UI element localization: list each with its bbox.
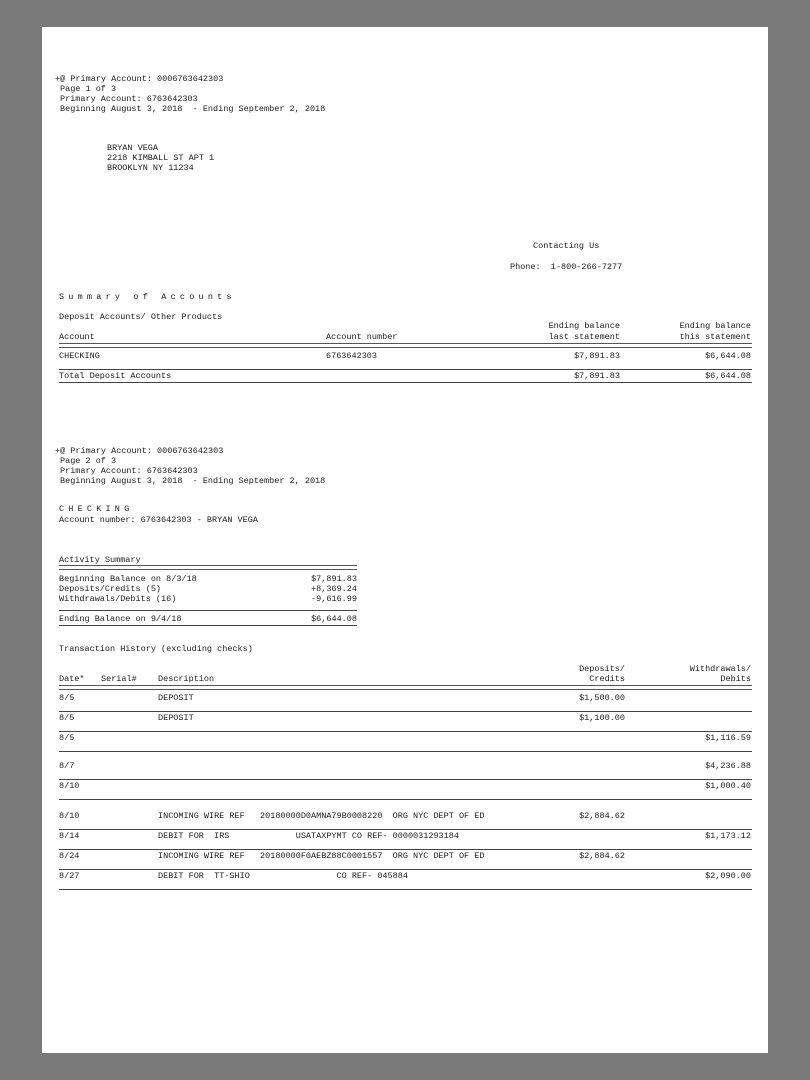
tx-date: 8/5 [59, 693, 75, 703]
col-credits-2: Credits [589, 674, 625, 684]
activity-title: Activity Summary [59, 555, 141, 565]
statement-page [42, 27, 768, 1053]
tx-date: 8/27 [59, 871, 80, 881]
activity-ending-label: Ending Balance on 9/4/18 [59, 614, 182, 624]
activity-value: +8,369.24 [311, 584, 357, 594]
tx-credit: $1,100.00 [579, 713, 625, 723]
row-divider [59, 779, 752, 780]
activity-value: -9,616.99 [311, 594, 357, 604]
header2-page-number: Page 2 of 3 [60, 456, 117, 466]
tx-credit: $2,884.62 [579, 851, 625, 861]
header2-period: Beginning August 3, 2018 - Ending September 2, 2018 [60, 476, 326, 486]
summary-header-rule [59, 343, 752, 348]
col-credits-1: Deposits/ [579, 664, 625, 674]
checking-account-line: Account number: 6763642303 - BRYAN VEGA [59, 515, 258, 525]
contact-phone: Phone: 1-800-266-7277 [510, 262, 623, 272]
summary-total-underline [59, 382, 752, 383]
summary-total-label: Total Deposit Accounts [59, 371, 172, 381]
contact-title: Contacting Us [533, 241, 600, 251]
row-divider [59, 829, 752, 830]
col-account-number: Account number [326, 332, 398, 342]
address-street: 2218 KIMBALL ST APT 1 [107, 153, 215, 163]
tx-debit: $1,000.40 [705, 781, 751, 791]
header-period: Beginning August 3, 2018 - Ending September 2, 2018 [60, 104, 326, 114]
header2-account: Primary Account: 6763642303 [60, 466, 198, 476]
header2-primary-account: +@ Primary Account: 0006763642303 [55, 446, 224, 456]
summary-total-rule [59, 369, 752, 370]
tx-date: 8/5 [59, 713, 75, 723]
activity-label: Beginning Balance on 8/3/18 [59, 574, 197, 584]
tx-date: 8/5 [59, 733, 75, 743]
tx-debit: $2,090.00 [705, 871, 751, 881]
tx-date: 8/10 [59, 781, 80, 791]
col-description: Description [158, 674, 215, 684]
address-name: BRYAN VEGA [107, 143, 159, 153]
header-page-number: Page 1 of 3 [60, 84, 117, 94]
summary-total-last: $7,891.83 [574, 371, 620, 381]
row-divider [59, 849, 752, 850]
summary-ending-this: $6,644.08 [705, 351, 751, 361]
activity-label: Deposits/Credits (5) [59, 584, 162, 594]
summary-ending-last: $7,891.83 [574, 351, 620, 361]
col-debits-2: Debits [720, 674, 751, 684]
tx-description: DEBIT FOR TT-SHIO CO REF- 045884 [158, 871, 408, 881]
tx-credit: $1,500.00 [579, 693, 625, 703]
summary-account-number: 6763642303 [326, 351, 378, 361]
transactions-title: Transaction History (excluding checks) [59, 644, 253, 654]
tx-credit: $2,884.62 [579, 811, 625, 821]
row-divider [59, 751, 752, 752]
tx-date: 8/24 [59, 851, 80, 861]
summary-account: CHECKING [59, 351, 100, 361]
tx-description: INCOMING WIRE REF 20180000D0AMNA79B0008220 ORG NYC DEPT OF ED [158, 811, 485, 821]
activity-ending-underline [59, 625, 357, 626]
header-primary-account: +@ Primary Account: 0006763642303 [55, 74, 224, 84]
activity-label: Withdrawals/Debits (16) [59, 594, 177, 604]
activity-ending-rule [59, 610, 357, 611]
row-divider [59, 889, 752, 890]
tx-debit: $1,173.12 [705, 831, 751, 841]
tx-date: 8/7 [59, 761, 75, 771]
tx-debit: $4,236.88 [705, 761, 751, 771]
tx-description: INCOMING WIRE REF 20180000F0AEBZ88C0001557 ORG NYC DEPT OF ED [158, 851, 485, 861]
summary-total-this: $6,644.08 [705, 371, 751, 381]
tx-description: DEPOSIT [158, 693, 194, 703]
col-ending-this-2: this statement [679, 332, 751, 342]
col-ending-this-1: Ending balance [679, 321, 751, 331]
tx-description: DEPOSIT [158, 713, 194, 723]
tx-date: 8/10 [59, 811, 80, 821]
row-divider [59, 731, 752, 732]
col-account: Account [59, 332, 95, 342]
row-divider [59, 711, 752, 712]
row-divider [59, 869, 752, 870]
header-account: Primary Account: 6763642303 [60, 94, 198, 104]
transactions-header-rule [59, 685, 752, 690]
address-city: BROOKLYN NY 11234 [107, 163, 194, 173]
summary-subtitle: Deposit Accounts/ Other Products [59, 312, 223, 322]
summary-title: Summary of Accounts [59, 292, 236, 302]
col-serial: Serial# [101, 674, 137, 684]
tx-description: DEBIT FOR IRS USATAXPYMT CO REF- 0000031293184 [158, 831, 459, 841]
checking-title: CHECKING [59, 504, 134, 514]
activity-ending-value: $6,644.08 [311, 614, 357, 624]
activity-value: $7,891.83 [311, 574, 357, 584]
col-ending-last-1: Ending balance [548, 321, 620, 331]
col-date: Date* [59, 674, 85, 684]
tx-date: 8/14 [59, 831, 80, 841]
tx-debit: $1,116.59 [705, 733, 751, 743]
col-debits-1: Withdrawals/ [689, 664, 751, 674]
activity-header-rule [59, 565, 357, 570]
col-ending-last-2: last statement [548, 332, 620, 342]
row-divider [59, 799, 752, 800]
